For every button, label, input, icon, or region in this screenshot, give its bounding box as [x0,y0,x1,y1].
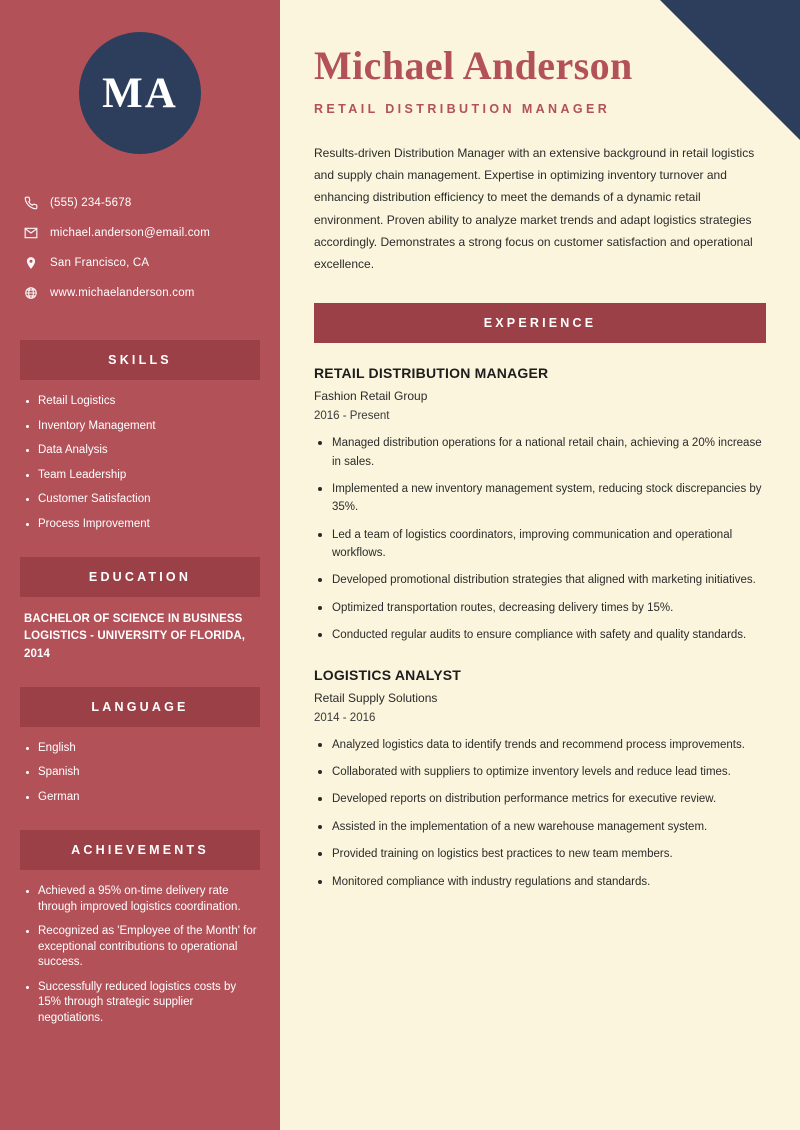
experience-entry [314,667,766,891]
page-title: Michael Anderson [314,43,633,88]
experience-section-title: EXPERIENCE [314,303,766,343]
avatar-wrap [0,0,280,154]
contact-website [24,286,260,300]
contact-location-text: San Francisco, CA [50,257,150,269]
job-role: LOGISTICS ANALYST [314,666,462,683]
contact-email [24,226,260,240]
list-item: Developed promotional distribution strategies that aligned with marketing initiatives. [314,571,766,589]
list-item: Customer Satisfaction [24,492,260,508]
achievements-block [0,884,280,1026]
list-item: Spanish [24,765,260,781]
skills-block [0,394,280,532]
education-text: BACHELOR OF SCIENCE IN BUSINESS LOGISTICS - UNIVERSITY OF FLORIDA, 2014 [24,613,246,660]
job-bullets [314,736,766,891]
education-section-title: EDUCATION [20,557,260,597]
list-item: Led a team of logistics coordinators, improving communication and operational workflows. [314,526,766,563]
contact-location [24,256,260,270]
job-bullets [314,434,766,645]
language-list [24,741,260,806]
experience-entry [314,365,766,645]
achievements-section-title: ACHIEVEMENTS [20,830,260,870]
education-block [0,611,280,663]
list-item: Analyzed logistics data to identify trends and recommend process improvements. [314,736,766,754]
phone-icon [24,196,46,210]
list-item: Collaborated with suppliers to optimize inventory levels and reduce lead times. [314,763,766,781]
job-dates: 2014 - 2016 [314,711,376,724]
list-item: German [24,790,260,806]
list-item: Managed distribution operations for a national retail chain, achieving a 20% increase in sales. [314,434,766,471]
list-item: Recognized as 'Employee of the Month' for exceptional contributions to operational success. [24,924,260,971]
contact-phone-text: (555) 234-5678 [50,197,132,209]
list-item: Developed reports on distribution performance metrics for executive review. [314,790,766,808]
contact-website-text: www.michaelanderson.com [50,287,195,299]
list-item: English [24,741,260,757]
list-item: Achieved a 95% on-time delivery rate through improved logistics coordination. [24,884,260,915]
corner-decoration [660,0,800,140]
job-role: RETAIL DISTRIBUTION MANAGER [314,365,549,382]
list-item: Team Leadership [24,468,260,484]
location-icon [24,256,46,270]
list-item: Successfully reduced logistics costs by 15% through strategic supplier negotiations. [24,980,260,1027]
language-block [0,741,280,806]
list-item: Assisted in the implementation of a new warehouse management system. [314,818,766,836]
job-dates: 2016 - Present [314,410,390,423]
language-section-title: LANGUAGE [20,687,260,727]
list-item: Retail Logistics [24,394,260,410]
email-icon [24,226,46,240]
list-item: Provided training on logistics best practices to new team members. [314,845,766,863]
list-item: Process Improvement [24,517,260,533]
job-company: Fashion Retail Group [314,389,428,404]
skills-section-title: SKILLS [20,340,260,380]
job-title-subheading: RETAIL DISTRIBUTION MANAGER [314,102,611,116]
contact-email-text: michael.anderson@email.com [50,227,211,239]
achievements-list [24,884,260,1026]
list-item: Monitored compliance with industry regulations and standards. [314,873,766,891]
main-content [280,0,800,1130]
globe-icon [24,286,46,300]
list-item: Data Analysis [24,443,260,459]
list-item: Conducted regular audits to ensure compliance with safety and quality standards. [314,626,766,644]
contact-list [0,196,280,300]
job-company: Retail Supply Solutions [314,690,438,705]
contact-phone [24,196,260,210]
avatar: MA [79,32,201,154]
list-item: Implemented a new inventory management system, reducing stock discrepancies by 35%. [314,480,766,517]
profile-summary: Results-driven Distribution Manager with an extensive background in retail logistics and supply chain management. Expertise in optimizing inventory turnover and enhancing distribution efficiency to meet the demands of a dynamic retail environment. Proven ability to analyze market trends and adapt logistics strategies accordingly. Demonstrates a strong focus on customer satisfaction and operational excellence. [314,146,755,271]
sidebar [0,0,280,1130]
skills-list [24,394,260,532]
list-item: Optimized transportation routes, decreasing delivery times by 15%. [314,599,766,617]
list-item: Inventory Management [24,419,260,435]
